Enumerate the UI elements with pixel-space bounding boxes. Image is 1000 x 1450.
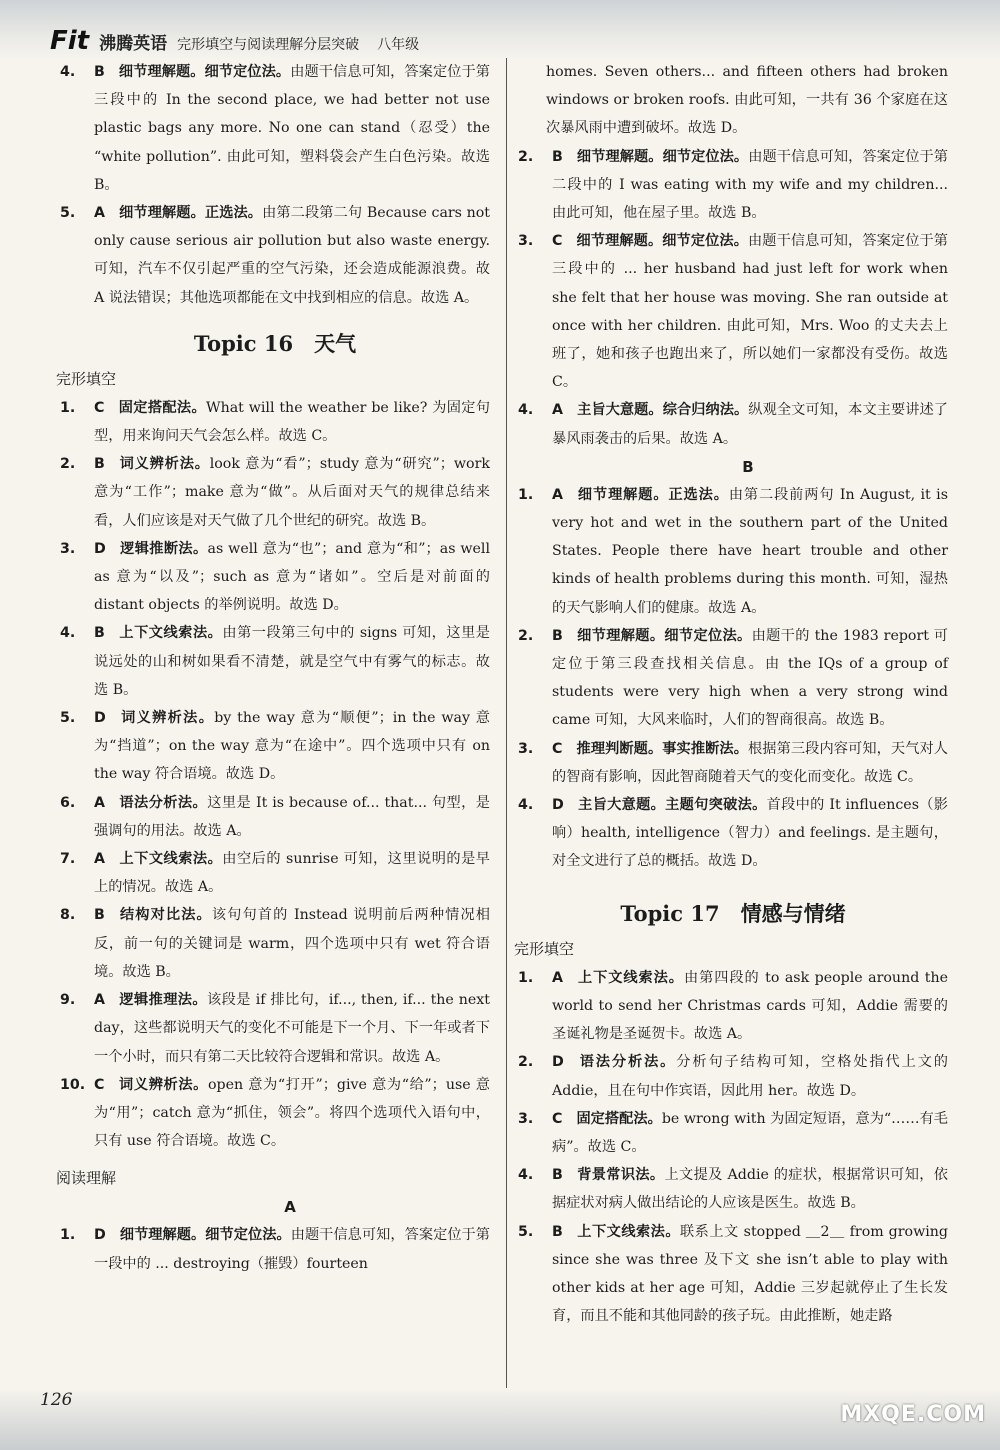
question-type: 细节理解题。 [118, 205, 205, 222]
item-explanation: 上文提及 Addie 的症状，根据常识可知，依据症状对病人做出结论的人应该是医生。故选 B。 [552, 1167, 948, 1212]
answer-item [60, 1221, 490, 1277]
item-answer: D [94, 1227, 106, 1244]
answer-item [518, 1048, 948, 1104]
item-number: 3. [60, 540, 76, 557]
item-number: 1. [518, 486, 534, 503]
topic16-title: Topic 16 天气 [193, 330, 357, 356]
question-type: 细节理解题。 [119, 1227, 206, 1244]
item-explanation: look 意为“看”；study 意为“研究”；work 意为“工作”；make 意为“做”。从后面对天气的规律总结来看，人们应该是对天气做了几个世纪的研究。故选 B。 [94, 456, 490, 529]
item-answer: C [94, 1076, 105, 1093]
item-number: 2. [60, 456, 76, 473]
item-answer: D [552, 1054, 564, 1071]
answer-item [518, 396, 948, 452]
item-explanation: 由题干信息可知，答案定位于第三段中的 In the second place, we had better not use plastic bags any more. No one can stand（忍受）the “white pollution”. 由此可知，塑料袋会产生白色污染。故选 B。 [94, 64, 490, 193]
item-number: 4. [60, 625, 76, 642]
item-explanation: be wrong with 为固定短语，意为“……有毛病”。故选 C。 [552, 1110, 948, 1155]
reading-b-items [518, 481, 948, 876]
solving-method: 固定搭配法。 [118, 399, 206, 416]
item-explanation: 由第一段第三句中的 signs 可知，这里是说远处的山和树如果看不清楚，就是空气中有雾气的标志。故选 B。 [94, 625, 490, 698]
item-explanation: 由题干的 the 1983 report 可定位于第三段查找相关信息。由 the IQs of a group of students were very high when a very strong wind came 可知，大风来临时，人们的智商很高。故选 B。 [552, 627, 948, 729]
question-type: 细节理解题。 [576, 627, 665, 644]
brand-name: 沸腾英语 [99, 34, 168, 54]
solving-method: 固定搭配法。 [576, 1110, 662, 1127]
item-answer: B [552, 148, 563, 165]
answer-item [60, 986, 490, 1071]
item-explanation: 纵观全文可知，本文主要讲述了暴风雨袭击的后果。故选 A。 [552, 402, 948, 447]
item-number: 4. [60, 64, 76, 80]
grade-label: 八年级 [377, 37, 420, 53]
question-type: 细节理解题。 [576, 233, 663, 250]
solving-method: 细节定位法。 [664, 627, 752, 644]
answer-item [60, 394, 490, 450]
item-number: 9. [60, 992, 76, 1009]
answer-item [518, 1105, 948, 1161]
page-number: 126 [40, 1390, 73, 1410]
solving-method: 逻辑推理法。 [118, 992, 207, 1009]
item-answer: B [94, 456, 105, 473]
item-answer: D [94, 540, 106, 557]
question-type: 细节理解题。 [576, 148, 663, 165]
question-type: 细节理解题。 [576, 486, 669, 503]
item-explanation: by the way 意为“顺便”；in the way 意为“挡道”；on the way 意为“在途中”。四个选项中只有 on the way 符合语境。故选 D。 [94, 710, 490, 783]
answer-item [518, 481, 948, 622]
solving-method: 结构对比法。 [118, 907, 212, 924]
item-answer: D [552, 797, 564, 814]
solving-method: 细节定位法。 [662, 233, 749, 250]
solving-method: 正选法。 [204, 205, 263, 222]
item-explanation: 由空后的 sunrise 可知，这里说明的是早上的情况。故选 A。 [94, 851, 490, 896]
item-number: 4. [518, 1167, 534, 1184]
solving-method: 细节定位法。 [662, 148, 749, 165]
reading-a-items [518, 143, 948, 453]
answer-item [518, 143, 948, 228]
answer-item [60, 450, 490, 535]
answer-item [518, 791, 948, 876]
solving-method: 语法分析法。 [577, 1054, 677, 1071]
solving-method: 词义辨析法。 [119, 710, 215, 727]
item-number: 6. [60, 794, 76, 811]
item-number: 3. [518, 740, 534, 757]
item-answer: A [552, 969, 563, 986]
cloze-label: 完形填空 [56, 369, 117, 388]
answer-item [518, 735, 948, 791]
column-divider [506, 58, 507, 1388]
item-number: 5. [60, 710, 76, 727]
answer-item [518, 1218, 948, 1331]
solving-method: 逻辑推断法。 [119, 540, 208, 557]
item-explanation: 由题干信息可知，答案定位于第二段中的 I was eating with my wife and my children... 由此可知，他在屋子里。故选 B。 [552, 148, 948, 222]
item-explanation: 该句句首的 Instead 说明前后两种情况相反，前一句的关键词是 warm，四个选项中只有 wet 符合语境。故选 B。 [94, 907, 490, 980]
item-explanation: 联系上文 stopped ＿2＿ from growing since she was three 及下文 she isn’t able to play with other kids at her age 可知，Addie 三岁起就停止了生长发育，而且不能和其他同龄的孩子玩。由此推断，她走路 [552, 1223, 948, 1325]
item-number: 2. [518, 148, 534, 165]
item-number: 4. [518, 402, 534, 419]
answer-item [60, 1071, 490, 1156]
item-number: 1. [518, 969, 534, 986]
solving-method: 上下文线索法。 [118, 851, 223, 868]
reading-label: 阅读理解 [56, 1169, 117, 1188]
reading-a-first-item [60, 1221, 490, 1277]
question-type: 推理判断题。 [576, 740, 663, 757]
item-number: 5. [60, 205, 76, 222]
topic17-title: Topic 17 情感与情绪 [620, 900, 846, 926]
answer-item [60, 619, 490, 704]
item-answer: A [552, 402, 563, 419]
answer-item [60, 535, 490, 620]
item-answer: B [94, 64, 105, 80]
right-column [514, 58, 948, 1330]
item-answer: A [94, 205, 105, 222]
part-b-label: B [742, 457, 754, 476]
solving-method: 事实推断法。 [662, 740, 749, 757]
item-number: 2. [518, 1054, 534, 1071]
solving-method: 词义辨析法。 [118, 1076, 208, 1093]
cloze-label-2: 完形填空 [514, 939, 575, 958]
solving-method: 上下文线索法。 [576, 969, 684, 986]
item-answer: A [94, 851, 105, 868]
item-explanation: 由题干信息可知，答案定位于第三段中的 ... her husband had just left for work when she felt that her house was moving. She ran outside at once with her children. 由此可知，Mrs. Woo 的丈夫去上班了，她和孩子也跑出来了，所以她们一家都没有受伤。故选 C。 [552, 233, 948, 391]
item-explanation: 由题干信息可知，答案定位于第一段中的 ... destroying（摧毁）fourteen [94, 1227, 490, 1272]
item-explanation: 由第四段的 to ask people around the world to send her Christmas cards 可知，Addie 需要的圣诞礼物是圣诞贺卡。故选 A。 [552, 969, 948, 1043]
item-answer: C [552, 1110, 563, 1127]
item-number: 3. [518, 233, 534, 250]
item-explanation: open 意为“打开”；give 意为“给”；use 意为“用”；catch 意为“抓住，领会”。将四个选项代入语句中，只有 use 符合语境。故选 C。 [94, 1076, 490, 1150]
item-explanation: 由第二段前两句 In August, it is very hot and wet in the southern part of the United States. People there have heart trouble and other kinds of health problems during this month. 可知，湿热的天气影响人们的健康。故选 A。 [552, 486, 948, 616]
question-type: 主旨大意题。 [577, 797, 666, 814]
answer-item [60, 199, 490, 312]
solving-method: 综合归纳法。 [662, 402, 749, 419]
item-explanation: 分析句子结构可知，空格处指代上文的 Addie，且在句中作宾语，因此用 her。故选 D。 [552, 1054, 948, 1099]
item-explanation: 该段是 if 排比句，if..., then, if... the next day，这些都说明天气的变化不可能是下一个月、下一年或者下一个小时，而只有第二天比较符合逻辑和常识。故选 A。 [94, 992, 490, 1065]
item-number: 8. [60, 907, 76, 924]
topic16-cloze-items [60, 394, 490, 1155]
answer-item [518, 964, 948, 1049]
left-top-items [60, 58, 490, 312]
solving-method: 上下文线索法。 [576, 1223, 680, 1240]
continued-text: homes. Seven others... and fifteen others had broken windows or broken roofs. 由此可知，一共有 36 个家庭在这次暴风雨中遭到破坏。故选 D。 [546, 64, 948, 137]
solving-method: 词义辨析法。 [118, 456, 210, 473]
answer-item [518, 1161, 948, 1217]
left-column [56, 58, 490, 1278]
item-number: 2. [518, 627, 534, 644]
solving-method: 语法分析法。 [118, 794, 208, 811]
item-answer: D [94, 710, 106, 727]
item-answer: B [552, 1223, 563, 1240]
solving-method: 上下文线索法。 [118, 625, 223, 642]
question-type: 主旨大意题。 [576, 402, 663, 419]
item-number: 10. [60, 1076, 86, 1093]
item-explanation: 根据第三段内容可知，天气对人的智商有影响，因此智商随着天气的变化而变化。故选 C。 [552, 740, 948, 785]
answer-item [60, 845, 490, 901]
item-answer: C [552, 740, 563, 757]
answer-item [60, 789, 490, 845]
page-header [50, 24, 419, 54]
item-answer: C [552, 233, 563, 250]
item-number: 1. [60, 1227, 76, 1244]
series-title: 完形填空与阅读理解分层突破 [177, 37, 360, 53]
item-answer: A [552, 486, 563, 503]
answer-item [60, 58, 490, 199]
item-explanation: 首段中的 It influences（影响）health, intelligence（智力）and feelings. 是主题句，对全文进行了总的概括。故选 D。 [552, 797, 948, 870]
item-explanation: What will the weather be like? 为固定句型，用来询问天气会怎么样。故选 C。 [94, 399, 490, 445]
item-number: 4. [518, 797, 534, 814]
answer-item [518, 622, 948, 735]
item-answer: B [552, 1167, 563, 1184]
item-answer: B [94, 625, 105, 642]
answer-item [60, 901, 490, 986]
item-number: 7. [60, 851, 76, 868]
item-answer: B [552, 627, 563, 644]
solving-method: 正选法。 [668, 486, 729, 503]
item-number: 5. [518, 1223, 534, 1240]
item-explanation: 这里是 It is because of... that... 句型，是强调句的用法。故选 A。 [94, 794, 490, 839]
answer-item [518, 227, 948, 396]
solving-method: 主题句突破法。 [665, 797, 767, 814]
item-explanation: 由第二段第二句 Because cars not only cause serious air pollution but also waste energy. 可知，汽车不仅引起严重的空气污染，还会造成能源浪费。故 A 说法错误；其他选项都能在文中找到相应的信息。故选 A。 [94, 205, 490, 306]
answer-item [60, 704, 490, 789]
item-answer: B [94, 907, 105, 924]
brand-logo: Fit [50, 26, 90, 56]
item-explanation: as well 意为“也”；and 意为“和”；as well as 意为“以及”；such as 意为“诸如”。空后是对前面的 distant objects 的举例说明。故选 D。 [94, 540, 490, 614]
solving-method: 细节定位法。 [204, 64, 291, 80]
topic17-cloze-items [518, 964, 948, 1331]
item-answer: A [94, 794, 105, 811]
item-number: 3. [518, 1110, 534, 1127]
solving-method: 细节定位法。 [205, 1227, 291, 1244]
item-number: 1. [60, 399, 76, 416]
item-answer: C [94, 399, 105, 416]
item-answer: A [94, 992, 105, 1009]
question-type: 细节理解题。 [118, 64, 205, 80]
part-a-label: A [284, 1198, 296, 1217]
watermark: MXQE.COM [840, 1402, 986, 1427]
solving-method: 背景常识法。 [576, 1167, 665, 1184]
